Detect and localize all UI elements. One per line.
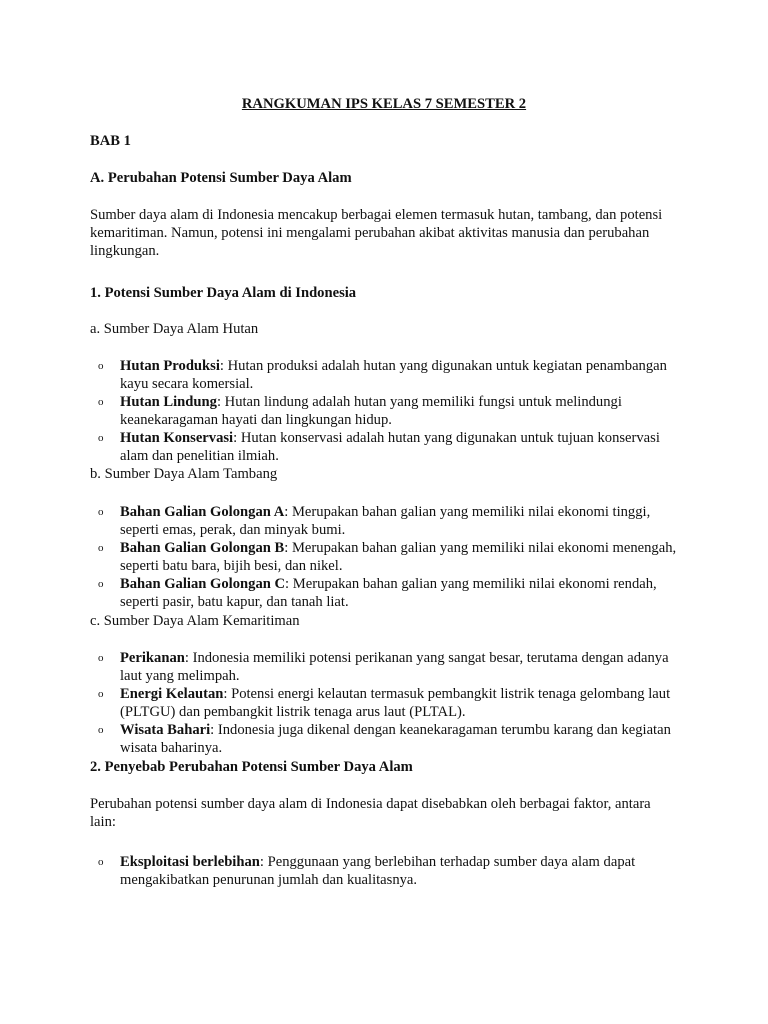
item-desc: : Hutan produksi adalah hutan yang digunakan untuk kegiatan penambangan kayu secara komersial. xyxy=(120,358,667,392)
bullet-icon: o xyxy=(98,432,104,444)
bullet-icon: o xyxy=(98,506,104,518)
item-desc: : Potensi energi kelautan termasuk pembangkit listrik tenaga gelombang laut (PLTGU) dan pembangkit listrik tenaga arus laut (PLTAL). xyxy=(120,686,671,720)
list-item xyxy=(90,721,690,757)
group-label-hutan: a. Sumber Daya Alam Hutan xyxy=(90,321,259,337)
list-tambang xyxy=(90,503,690,611)
item-term: Perikanan xyxy=(120,650,185,666)
list-item xyxy=(90,539,690,575)
list-item xyxy=(90,685,690,721)
item-desc: : Hutan lindung adalah hutan yang memiliki fungsi untuk melindungi keanekaragaman hayati dan lingkungan hidup. xyxy=(120,394,622,428)
item-desc: : Merupakan bahan galian yang memiliki nilai ekonomi rendah, seperti pasir, batu kapur, dan tanah liat. xyxy=(120,576,657,610)
section-a-intro: Sumber daya alam di Indonesia mencakup berbagai elemen termasuk hutan, tambang, dan potensi kemaritiman. Namun, potensi ini mengalami perubahan akibat aktivitas manusia dan perubahan lingkungan. xyxy=(90,207,663,259)
item-term: Hutan Lindung xyxy=(120,394,217,410)
item-desc: : Hutan konservasi adalah hutan yang digunakan untuk tujuan konservasi alam dan penelitian ilmiah. xyxy=(120,430,660,464)
list-item xyxy=(90,503,690,539)
list-kemaritiman xyxy=(90,649,690,757)
item-desc: : Merupakan bahan galian yang memiliki nilai ekonomi menengah, seperti batu bara, bijih besi, dan nikel. xyxy=(120,540,677,574)
list-item xyxy=(90,393,690,429)
item-desc: : Merupakan bahan galian yang memiliki nilai ekonomi tinggi, seperti emas, perak, dan minyak bumi. xyxy=(120,504,651,538)
item-term: Hutan Produksi xyxy=(120,358,220,374)
list-item xyxy=(90,357,690,393)
sub1-heading: 1. Potensi Sumber Daya Alam di Indonesia xyxy=(90,285,357,301)
group-label-kemaritiman: c. Sumber Daya Alam Kemaritiman xyxy=(90,613,300,629)
document-title: RANGKUMAN IPS KELAS 7 SEMESTER 2 xyxy=(241,96,527,112)
bullet-icon: o xyxy=(98,688,104,700)
list-item xyxy=(90,429,690,465)
item-term: Bahan Galian Golongan B xyxy=(120,540,285,556)
item-term: Wisata Bahari xyxy=(120,722,211,738)
bullet-icon: o xyxy=(98,652,104,664)
item-term: Bahan Galian Golongan C xyxy=(120,576,286,592)
item-term: Bahan Galian Golongan A xyxy=(120,504,285,520)
item-desc: : Indonesia juga dikenal dengan keanekaragaman terumbu karang dan kegiatan wisata baharinya. xyxy=(120,722,671,756)
bullet-icon: o xyxy=(98,360,104,372)
bullet-icon: o xyxy=(98,856,104,868)
group-label-tambang: b. Sumber Daya Alam Tambang xyxy=(90,466,278,482)
section-a-heading: A. Perubahan Potensi Sumber Daya Alam xyxy=(90,170,352,186)
item-desc: : Penggunaan yang berlebihan terhadap sumber daya alam dapat mengakibatkan penurunan jumlah dan kualitasnya. xyxy=(120,854,636,888)
item-term: Energi Kelautan xyxy=(120,686,224,702)
bullet-icon: o xyxy=(98,396,104,408)
item-term: Eksploitasi berlebihan xyxy=(120,854,260,870)
list-penyebab xyxy=(90,853,690,889)
bullet-icon: o xyxy=(98,724,104,736)
sub2-intro: Perubahan potensi sumber daya alam di Indonesia dapat disebabkan oleh berbagai faktor, antara lain: xyxy=(90,796,651,830)
list-item xyxy=(90,853,690,889)
chapter-heading: BAB 1 xyxy=(90,133,131,149)
bullet-icon: o xyxy=(98,578,104,590)
item-desc: : Indonesia memiliki potensi perikanan yang sangat besar, terutama dengan adanya laut yang melimpah. xyxy=(120,650,669,684)
list-item xyxy=(90,649,690,685)
list-item xyxy=(90,575,690,611)
sub2-heading: 2. Penyebab Perubahan Potensi Sumber Daya Alam xyxy=(90,759,413,775)
item-term: Hutan Konservasi xyxy=(120,430,234,446)
list-hutan xyxy=(90,357,690,465)
bullet-icon: o xyxy=(98,542,104,554)
